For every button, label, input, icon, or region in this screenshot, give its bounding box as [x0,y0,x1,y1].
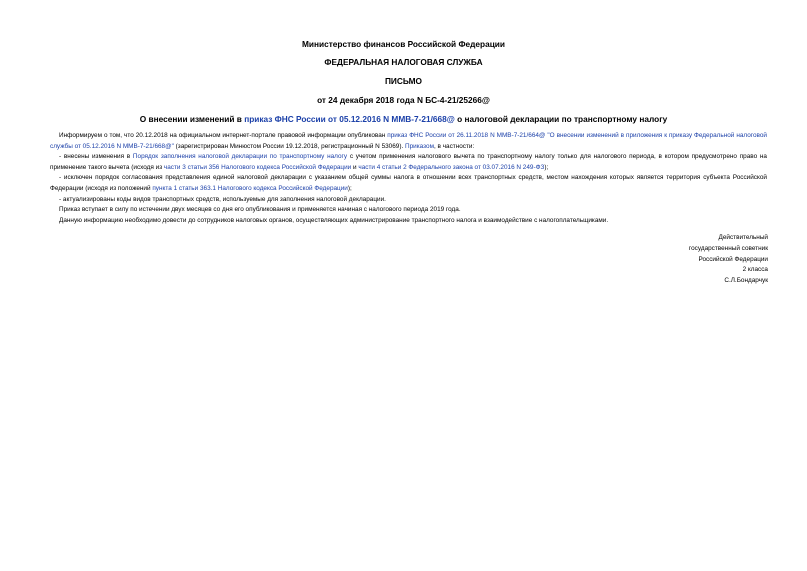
order-664-link[interactable]: приказ ФНС России от 26.11.2018 N ММВ-7-21/664@ "О внесении изменений в приложения к приказу Федеральной налоговой службы от 05.12.2016 N ММВ-7-21/668@" [50,132,767,150]
signature-title-line: Российской Федерации [698,255,768,263]
paragraph-text: - исключен порядок согласования представления единой налоговой декларации с указанием общей суммы налога в отношении всех транспортных средств, местом нахождения которых является территория субъекта Российской Федерации (исходя из положений [50,174,767,192]
tax-code-356-link[interactable]: части 3 статьи 356 Налогового кодекса Российской Федерации [163,163,352,171]
doc-type-heading: ПИСЬМО [384,76,423,86]
paragraph-inform: Данную информацию необходимо довести до сотрудников налоговых органов, осуществляющих администрирование транспортного налога и взаимодействие с налогоплательщиками. [59,216,609,224]
order-reference-link[interactable]: Приказом [405,142,434,150]
signature-name: С.Л.Бондарчук [724,277,768,285]
letter-body [50,131,767,226]
signature-title-line: Действительный [718,234,768,241]
paragraph-text: ); [347,184,352,192]
signature-block [560,233,768,287]
paragraph-text: Информируем о том, что 20.12.2018 на официальном интернет-портале правовой информации опубликован [59,132,388,139]
title-suffix: о налоговой декларации по транспортному налогу [454,114,668,124]
signature-title-line: 2 класса [742,266,768,274]
document-title [0,114,807,124]
paragraph-text: ); [544,163,549,171]
date-number-heading: от 24 декабря 2018 года N БС-4-21/25266@ [317,95,490,105]
filling-procedure-link[interactable]: Порядок заполнения налоговой декларации по транспортному налогу [132,153,348,161]
paragraph-codes: - актуализированы коды видов транспортных средств, используемые для заполнения налоговой декларации. [59,195,386,203]
title-order-link[interactable]: приказ ФНС России от 05.12.2016 N ММВ-7-21/668@ [244,114,455,124]
signature-title-line: государственный советник [688,244,768,252]
paragraph-changes-procedure [50,152,767,173]
paragraph-excluded-procedure [50,173,767,194]
federal-law-249-link[interactable]: части 4 статьи 2 Федерального закона от 03.07.2016 N 249-ФЗ [358,163,545,171]
service-heading: ФЕДЕРАЛЬНАЯ НАЛОГОВАЯ СЛУЖБА [324,57,483,67]
paragraph-text: (зарегистрирован Минюстом России 19.12.2018, регистрационный N 53069). [173,142,406,150]
title-prefix: О внесении изменений в [139,114,245,124]
paragraph-text: и [351,163,359,171]
paragraph-text: , в частности: [433,142,475,150]
paragraph-text: - внесены изменения в [59,153,133,161]
paragraph-text: с учетом применения налогового вычета по транспортному налогу только для налогового периода, в котором предусмотрено право на применение такого вычета (исходя из [50,153,767,171]
ministry-heading: Министерство финансов Российской Федерации [301,39,506,49]
tax-code-363-link[interactable]: пункта 1 статьи 363.1 Налогового кодекса Российской Федерации [152,184,348,192]
paragraph-effective: Приказ вступает в силу по истечении двух месяцев со дня его опубликования и применяется начиная с налогового периода 2019 года. [59,206,461,214]
paragraph-intro [50,131,767,152]
